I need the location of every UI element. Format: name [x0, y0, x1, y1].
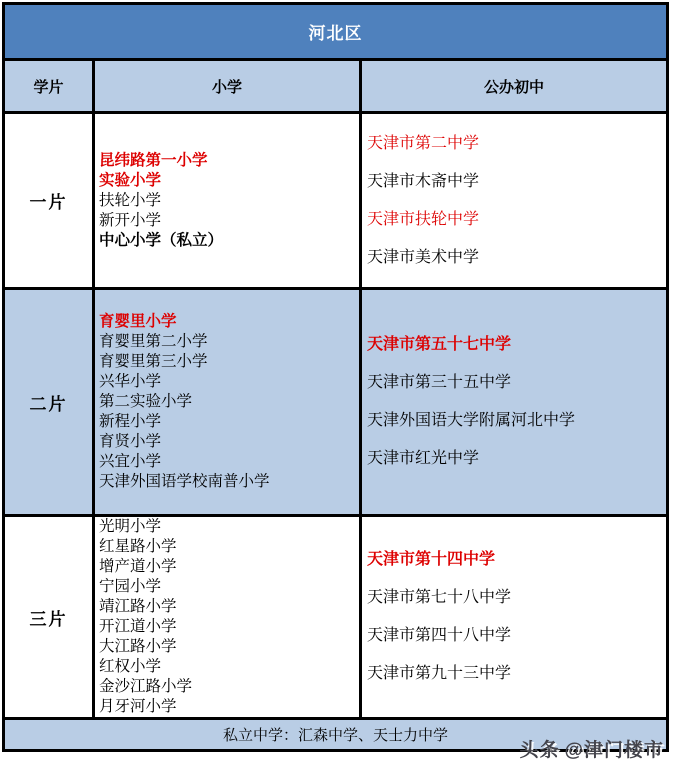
column-header-middle: 公办初中: [483, 78, 544, 96]
zone-rows-container: [5, 114, 666, 720]
middle-school-name: 天津市第十四中学: [367, 551, 496, 568]
primary-school-name: 红星路小学: [99, 538, 177, 555]
middle-school-name: 天津市扶轮中学: [367, 210, 480, 228]
zone-row: [5, 517, 666, 720]
middle-school-name: 天津市第二中学: [367, 134, 480, 152]
primary-school-name: 扶轮小学: [99, 191, 162, 209]
primary-school-list: [95, 290, 362, 514]
primary-school-name: 天津外国语学校南普小学: [99, 473, 270, 490]
primary-school-name: 增产道小学: [99, 558, 177, 575]
primary-school-name: 兴华小学: [99, 373, 162, 390]
district-title: 河北区: [5, 5, 666, 61]
primary-school-name: 实验小学: [99, 171, 162, 189]
zone-label: 二片: [5, 290, 95, 514]
primary-school-name: 育婴里第三小学: [99, 353, 208, 370]
primary-school-name: 新程小学: [99, 413, 162, 430]
middle-school-name: 天津外国语大学附属河北中学: [367, 412, 576, 429]
primary-school-name: 大江路小学: [99, 638, 177, 655]
watermark: [519, 735, 664, 762]
middle-school-name: 天津市红光中学: [367, 450, 480, 467]
primary-school-name: 第二实验小学: [99, 393, 193, 410]
zone-row: [5, 114, 666, 290]
column-header-row: [5, 61, 666, 114]
middle-school-list: [362, 290, 666, 514]
middle-school-name: 天津市第七十八中学: [367, 589, 512, 606]
middle-school-name: 天津市第四十八中学: [367, 627, 512, 644]
school-zoning-table: [2, 2, 669, 752]
primary-school-name: 育婴里小学: [99, 313, 177, 330]
primary-school-name: 兴宜小学: [99, 453, 162, 470]
middle-school-name: 天津市木斋中学: [367, 172, 480, 190]
column-header-zone: 学片: [5, 61, 95, 111]
middle-school-name: 天津市第五十七中学: [367, 336, 512, 353]
primary-school-name: 金沙江路小学: [99, 678, 193, 695]
zone-row: [5, 290, 666, 517]
primary-school-name: 育婴里第二小学: [99, 333, 208, 350]
middle-school-name: 天津市美术中学: [367, 248, 480, 266]
primary-school-name: 开江道小学: [99, 618, 177, 635]
primary-school-list: [95, 114, 362, 287]
watermark-handle: @津门楼市: [564, 740, 664, 761]
zone-label: 三片: [5, 517, 95, 717]
middle-school-name: 天津市第三十五中学: [367, 374, 512, 391]
middle-school-name: 天津市第九十三中学: [367, 665, 512, 682]
watermark-prefix: 头条: [519, 740, 560, 761]
primary-school-name: 月牙河小学: [99, 698, 177, 715]
primary-school-name: 红权小学: [99, 658, 162, 675]
primary-school-name: 宁园小学: [99, 578, 162, 595]
column-header-primary: 小学: [95, 61, 362, 111]
primary-school-name: 昆纬路第一小学: [99, 151, 208, 169]
primary-school-name: 靖江路小学: [99, 598, 177, 615]
private-schools-note: 私立中学：汇森中学、天士力中学: [5, 720, 666, 749]
primary-school-name: 光明小学: [99, 518, 162, 535]
primary-school-list: [95, 517, 362, 717]
middle-school-list: [362, 114, 666, 287]
zone-label: 一片: [5, 114, 95, 287]
primary-school-name: 中心小学（私立）: [99, 231, 224, 249]
middle-school-list: [362, 517, 666, 717]
primary-school-name: 育贤小学: [99, 433, 162, 450]
primary-school-name: 新开小学: [99, 211, 162, 229]
